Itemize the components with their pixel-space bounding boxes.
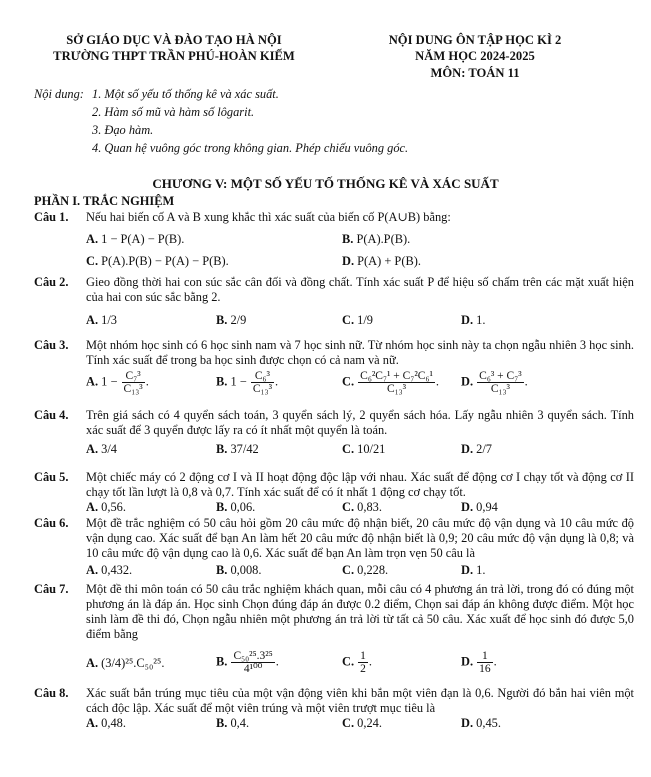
part-title: PHẦN I. TRẮC NGHIỆM <box>34 194 175 208</box>
question-4: Câu 4. Trên giá sách có 4 quyển sách toán, 3 quyển sách lý, 2 quyển sách hóa. Lấy ngẫu nhiên 3 quyển sách. Tính xác suất để 3 quyển được lấy ra có ít nhất một quyển là toán. <box>34 408 634 438</box>
subject: MÔN: TOÁN 11 <box>430 66 520 80</box>
q1-options: A. 1 − P(A) − P(B). B. P(A).P(B). C. P(A).P(B) − P(A) − P(B). D. P(A) + P(B). <box>86 232 421 268</box>
question-1: Câu 1. Nếu hai biến cố A và B xung khắc thì xác suất của biến cố P(A∪B) bằng: <box>34 210 451 224</box>
content-item: 2. Hàm số mũ và hàm số lôgarit. <box>92 105 255 119</box>
question-7: Câu 7. Một đề thi môn toán có 50 câu trắc nghiệm khách quan, mỗi câu có 4 phương án trả lời, trong đó có đúng một phương án là đáp án. Học sinh Chọn đúng đáp án được 0.2 điểm, Chọn sai đáp án không được điểm. Một học sinh làm đề thi đó, Chọn ngẫu nhiên một phương án trả lời từ tất cả 50 câu. Xác xuất để học sinh đó được 5,0 điểm bằng <box>34 582 634 642</box>
question-5: Câu 5. Một chiếc máy có 2 động cơ I và II hoạt động độc lập với nhau. Xác suất để động cơ I chạy tốt và động cơ II chạy tốt lần lượt là 0,8 và 0,7. Tính xác suất để có ít nhất 1 động cơ chạy tốt. <box>34 470 634 500</box>
content-item: 1. Một số yếu tố thống kê và xác suất. <box>92 87 279 101</box>
question-8: Câu 8. Xác suất bắn trúng mục tiêu của một vận động viên khi bắn một viên đạn là 0,6. Người đó bắn hai viên một cách độc lập. Xác suất để một viên trúng và một viên trượt mục tiêu là <box>34 686 634 716</box>
q4-options: A. 3/4 B. 37/42 C. 10/21 D. 2/7 <box>86 442 492 456</box>
content-label: Nội dung: <box>34 87 84 101</box>
content-item: 3. Đạo hàm. <box>92 123 154 137</box>
q5-options: A. 0,56. B. 0,06. C. 0,83. D. 0,94 <box>86 500 498 514</box>
question-2: Câu 2. Gieo đồng thời hai con súc sắc cân đối và đồng chất. Tính xác suất P để hiệu số chấm trên các mặt xuất hiện của hai con súc sắc bằng 2. <box>34 275 634 305</box>
q7-options: A. (3/4)²⁵.C₅₀²⁵. B. $\frac{\text{C₅₀²⁵.3²⁵}}{\text{4¹⁰⁰}}$ . C. $\frac{1}{2}$ . D. $\frac{1}{16}$ . <box>86 650 497 676</box>
question-6: Câu 6. Một đề trắc nghiệm có 50 câu hỏi gồm 20 câu mức độ nhận biết, 20 câu mức độ vận dụng và 10 câu mức độ vận dụng cao. Xác suất để bạn An làm hết 20 câu mức độ nhận biết là 0,9; 20 câu mức độ vận dụng là 0,8; và 10 câu mức độ vận dụng cao là 0,6. Xác suất để bạn An làm trọn vẹn 50 câu là <box>34 516 634 561</box>
q8-options: A. 0,48. B. 0,4. C. 0,24. D. 0,45. <box>86 716 501 730</box>
q6-options: A. 0,432. B. 0,008. C. 0,228. D. 1. <box>86 563 486 577</box>
content-item: 4. Quan hệ vuông góc trong không gian. Phép chiếu vuông góc. <box>92 141 409 155</box>
school-name: TRƯỜNG THPT TRẦN PHÚ-HOÀN KIẾM <box>53 49 295 63</box>
q3-options: A. 1 − $\frac{\text{C₇³}}{\text{C₁₃³}}$ . B. 1 − $\frac{\text{C₆³}}{\text{C₁₃³}}$ . C. $\frac{\text{C₆²C₇¹ + C₇²C₆¹}}{\text{C₁₃³}}$ . D. $\frac{\text{C₆³ + C₇³}}{\text{C₁₃³}}$ . <box>86 370 528 396</box>
doc-title: NỘI DUNG ÔN TẬP HỌC KÌ 2 <box>388 33 562 47</box>
question-3: Câu 3. Một nhóm học sinh có 6 học sinh nam và 7 học sinh nữ. Từ nhóm học sinh này ta chọn ngẫu nhiên 3 học sinh. Tính xác suất để trong ba học sinh được chọn có cả nam và nữ. <box>34 338 634 368</box>
school-year: NĂM HỌC 2024-2025 <box>415 49 535 63</box>
school-department: SỞ GIÁO DỤC VÀ ĐÀO TẠO HÀ NỘI <box>66 33 282 47</box>
chapter-title: CHƯƠNG V: MỘT SỐ YẾU TỐ THỐNG KÊ VÀ XÁC SUẤT <box>152 176 499 191</box>
q2-options: A. 1/3 B. 2/9 C. 1/9 D. 1. <box>86 313 486 327</box>
